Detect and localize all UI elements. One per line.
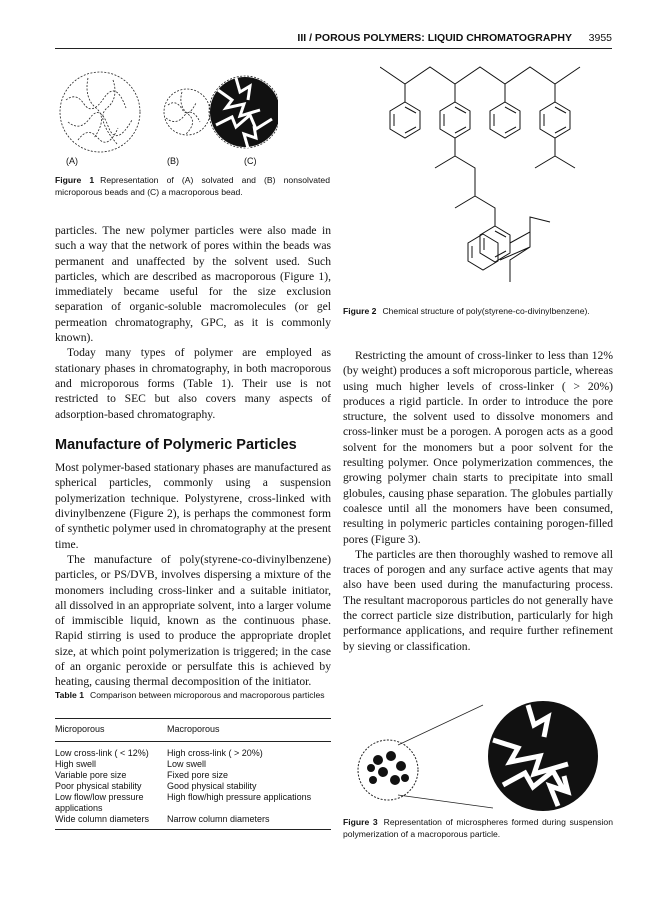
table-cell: High flow/high pressure applications: [167, 792, 312, 802]
figure-1-label-a: (A): [66, 156, 78, 166]
paragraph: Restricting the amount of cross-linker to less than 12% (by weight) produces a soft microporous particle, whereas using much higher levels of cross-linker ( > 20%) produces a rigid particle. In order to introduce the pore structure, the solvent used to dissolve monomers and cross-linker must be a porogen. A porogen acts as a good solvent for the monomers but a poor solvent for the resulting polymer. Once polymerization commences, the growing polymer chain starts to precipitate into small globules, causing phase separation. The globules partially coalesce until all the monomers have been consumed, resulting in polymeric particles containing porogen-filled pores (Figure 3).: [343, 349, 613, 546]
figure-3-caption-label: Figure 3: [343, 817, 378, 827]
table-cell: Fixed pore size: [167, 770, 229, 780]
table-cell: Low swell: [167, 759, 207, 769]
header-title: III / POROUS POLYMERS: LIQUID CHROMATOGRAPHY: [297, 32, 572, 44]
figure-3-microspheres: [343, 700, 613, 812]
figure-2-caption: [343, 306, 613, 318]
figure-1-caption-text: Representation of (A) solvated and (B) nonsolvated microporous beads and (C) a macroporous bead.: [55, 175, 330, 197]
table-cell: High swell: [55, 759, 97, 769]
figure-1-caption: [55, 175, 330, 198]
left-column: [55, 223, 331, 690]
section-heading: Manufacture of Polymeric Particles: [55, 436, 297, 453]
table-cell: Good physical stability: [167, 781, 257, 791]
table-1: [55, 718, 331, 830]
figure-3-caption: [343, 817, 613, 840]
table-cell: Wide column diameters: [55, 814, 150, 824]
table-cell: Poor physical stability: [55, 781, 142, 791]
figure-2-chemical-structure: [380, 62, 620, 302]
figure-1-label-c: (C): [244, 156, 257, 166]
figure-1-caption-label: Figure 1: [55, 175, 95, 185]
right-column: [343, 348, 613, 654]
running-header: [55, 32, 612, 49]
table-1-caption: [55, 690, 331, 702]
paragraph: The particles are then thoroughly washed to remove all traces of porogen and any surface active agents that may also have been used during the manufacturing process. The resultant macroporous particles do not generally have the correct particle size distribution, particularly for high performance applications, and require further refinement by sieving or classification.: [343, 547, 613, 653]
table-cell: Variable pore size: [55, 770, 127, 780]
figure-2-caption-label: Figure 2: [343, 306, 377, 316]
page-number: 3955: [588, 32, 612, 44]
table-cell: High cross-link ( > 20%): [167, 748, 263, 758]
figure-3-caption-text: Representation of microspheres formed during suspension polymerization of a macroporous particle.: [343, 817, 613, 839]
table-cell: Narrow column diameters: [167, 814, 270, 824]
paragraph: The manufacture of poly(styrene-co-divinylbenzene) particles, or PS/DVB, involves dispersing a mixture of the monomers including cross-linker and a suitable initiator, all dissolved in an appropriate solvent, into a larger volume of immiscible liquid, known as the continuous phase. Rapid stirring is used to produce the appropriate droplet size, at which point polymerization is triggered; in the case of an organic peroxide or persulfate this is achieved by heating, causing thermal decomposition of the initiator.: [55, 552, 331, 689]
table-cell: Low cross-link ( < 12%): [55, 748, 149, 758]
paragraph: Today many types of polymer are employed as stationary phases in chromatography, in both macroporous and microporous forms (Table 1). Their use is not restricted to SEC but also covers many aspects of adsorption-based chromatography.: [55, 346, 331, 421]
paragraph: Most polymer-based stationary phases are manufactured as spherical particles, commonly using a suspension polymerization technique. Polystyrene, cross-linked with divinylbenzene (Figure 2), is perhaps the commonest form of synthetic polymer used in chromatography at the present time.: [55, 461, 331, 551]
table-1-caption-text: Comparison between microporous and macroporous particles: [89, 690, 325, 700]
table-header: Microporous: [55, 724, 167, 742]
table-1-caption-label: Table 1: [55, 690, 84, 700]
figure-1-label-b: (B): [167, 156, 179, 166]
paragraph: particles. The new polymer particles were also made in such a way that the network of pores within the beads was permanent and unaffected by the solvent used. Such particles, which are described as macroporous (Figure 1), immediately became useful for the size exclusion separation of organic-soluble macromolecules (or gel permeation chromatography, GPC, as it is commonly known).: [55, 224, 331, 345]
table-header: Macroporous: [167, 724, 331, 742]
table-cell: Low flow/low pressure applications: [55, 792, 144, 813]
figure-2-caption-text: Chemical structure of poly(styrene-co-divinylbenzene).: [382, 306, 590, 316]
figure-1-beads: [58, 70, 278, 155]
table-header-row: [55, 724, 331, 742]
